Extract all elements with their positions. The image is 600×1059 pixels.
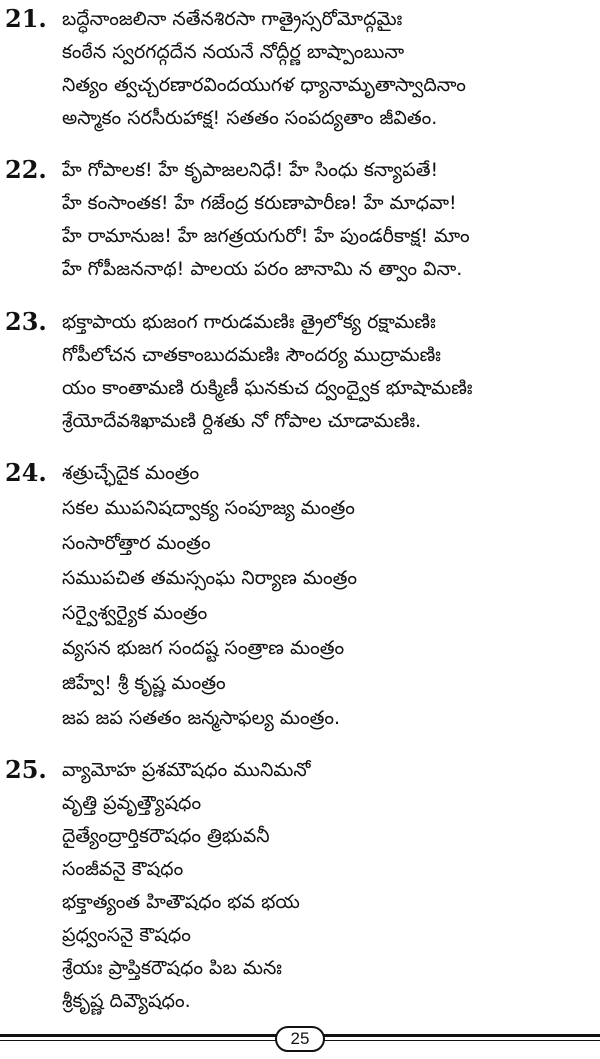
verse-line: సకల ముపనిషద్వాక్య సంపూజ్య మంత్రం [62,497,355,519]
verse-line: దైత్యేంద్రార్తికరౌషధం త్రిభువనీ [62,825,270,847]
verse-line: శ్రీకృష్ణ దివ్యౌషధం. [62,990,191,1012]
verse-line: జిహ్వే! శ్రీ కృష్ణ మంత్రం [62,672,226,694]
verse-number: 21. [5,4,47,33]
verse-line: సర్వైశ్వర్యైక మంత్రం [62,602,208,624]
verse-line: హే రామానుజ! హే జగత్రయగురో! హే పుండరీకాక్ష! మాం [62,225,470,247]
verse-line: సముపచిత తమస్సంఘ నిర్యాణ మంత్రం [62,567,358,589]
verse-line: ప్రధ్వంసనై కౌషధం [62,924,191,946]
verse-line: కంఠేన స్వరగద్గదేన నయనే నోద్గీర్ణ బాష్పాంబునా [62,41,405,63]
verse-number: 22. [5,155,47,184]
verse-line: యం కాంతామణి రుక్మిణీ ఘనకుచ ద్వంద్వైక భూషామణిః [62,377,473,399]
verse-line: సంజీవనై కౌషధం [62,858,184,880]
verse-line: భక్తాపాయ భుజంగ గారుడమణిః త్రైలోక్య రక్షామణిః [62,311,436,333]
page-number: 25 [275,1026,325,1052]
verse-line: వ్యామోహ ప్రశమౌషధం మునిమనో [62,759,311,781]
verse-number: 24. [5,458,47,487]
verse-line: భక్తాత్యంత హితౌషధం భవ భయ [62,891,300,913]
verse-line: వృత్తి ప్రవృత్త్యౌషధం [62,792,202,814]
verse-line: నిత్యం త్వచ్చరణారవిందయుగళ ధ్యానామృతాస్వాదినాం [62,74,466,96]
verse-number: 25. [5,755,47,784]
verse-line: హే గోపాలక! హే కృపాజలనిధే! హే సింధు కన్యాపతే! [62,159,439,181]
verse-line: వ్యసన భుజగ సందష్ట సంత్రాణ మంత్రం [62,637,345,659]
verse-line: సంసారోత్తార మంత్రం [62,532,211,554]
verse-line: జప జప సతతం జన్మసాఫల్య మంత్రం. [62,707,341,729]
verse-line: అస్మాకం సరసీరుహాక్ష! సతతం సంపద్యతాం జీవితం. [62,107,438,129]
verse-number: 23. [5,307,47,336]
verse-line: శత్రుచ్ఛేదైక మంత్రం [62,462,200,484]
verse-line: గోపీలోచన చాతకాంబుదమణిః సౌందర్య ముద్రామణిః [62,344,441,366]
verse-line: శ్రేయః ప్రాప్తికరౌషధం పిబ మనః [62,957,282,979]
verse-line: హే గోపీజననాథ! పాలయ పరం జానామి న త్వాం వినా. [62,258,463,280]
verse-line: శ్రేయోదేవశిఖామణి ర్దిశతు నో గోపాల చూడామణిః. [62,410,422,432]
verse-line: హే కంసాంతక! హే గజేంద్ర కరుణాపారీణ! హే మాధవా! [62,192,457,214]
verse-line: బద్ధేనాంజలినా నతేనశిరసా గాత్రైస్సరోమోద్గమైః [62,8,403,30]
